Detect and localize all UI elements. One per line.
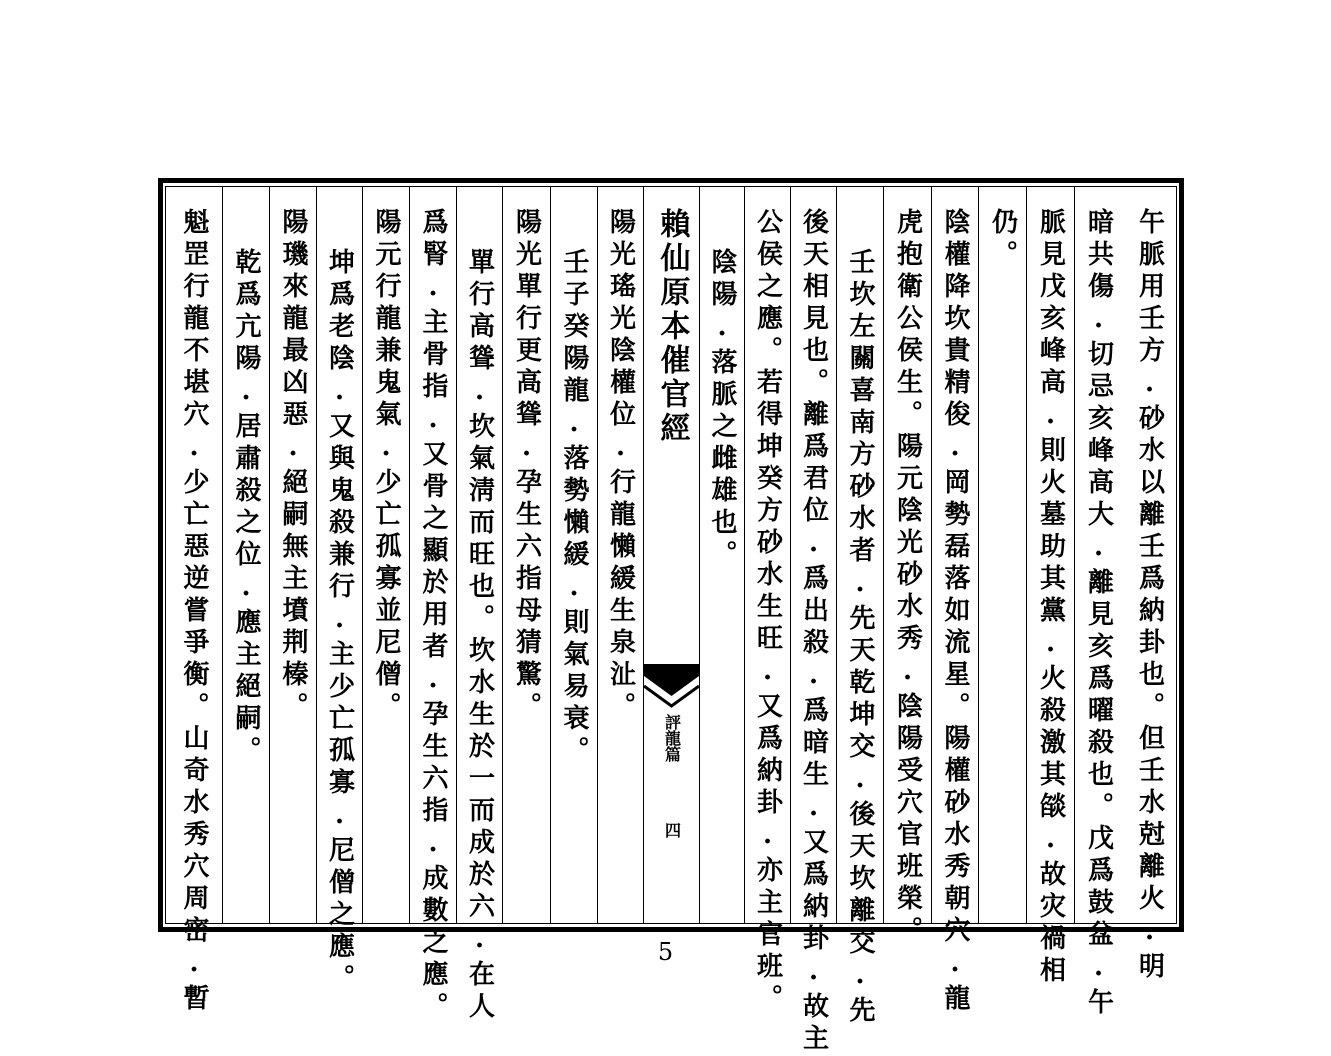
book-title: 賴仙原本催官經 bbox=[654, 208, 690, 446]
column-text: 脈見戊亥峰高.則火墓助其黨.火殺激其燄.故灾禍相 bbox=[1035, 208, 1066, 988]
column-text: 陰陽.落脈之雌雄也。 bbox=[707, 248, 737, 572]
text-column-11 bbox=[597, 186, 643, 924]
text-column-9 bbox=[744, 186, 790, 1016]
text-column-5 bbox=[931, 186, 978, 1016]
column-text: 陽元行龍兼鬼氣.少亡孤寡並尼僧。 bbox=[371, 208, 401, 724]
column-text: 虎抱衛公侯生。陽元陰光砂水秀.陰陽受穴官班榮。 bbox=[892, 208, 923, 948]
column-text: 魁罡行龍不堪穴.少亡惡逆嘗爭衡。山奇水秀穴周密.暫 bbox=[179, 208, 209, 1016]
text-column-16 bbox=[362, 186, 409, 924]
column-text: 單行高聳.坎氣淸而旺也。坎水生於一而成於六.在人 bbox=[464, 248, 495, 1024]
text-column-8 bbox=[790, 186, 836, 1056]
page-number: 5 bbox=[657, 938, 674, 966]
text-column-19 bbox=[222, 186, 269, 924]
column-text: 暗共傷.切忌亥峰高大.離見亥爲曜殺也。戊爲鼓盆.午 bbox=[1083, 208, 1114, 1020]
text-column-10 bbox=[699, 186, 744, 924]
text-column-15 bbox=[409, 186, 456, 1024]
column-text: 壬子癸陽龍.落勢懶緩.則氣易衰。 bbox=[559, 248, 589, 768]
column-text: 公侯之應。若得坤癸方砂水生旺.又爲納卦.亦主官班。 bbox=[752, 208, 783, 1016]
column-text: 午脈用壬方.砂水以離壬爲納卦也。但壬水尅離火.明 bbox=[1134, 208, 1165, 984]
text-column-13 bbox=[502, 186, 550, 924]
text-column-12 bbox=[550, 186, 597, 924]
column-text: 壬坎左關喜南方砂水者.先天乾坤交.後天坎離交.先 bbox=[845, 248, 875, 1028]
column-text: 陽光單行更高聳.孕生六指母猜驚。 bbox=[511, 208, 542, 724]
column-text: 陰權降坎貴精俊.岡勢磊落如流星。陽權砂水秀朝穴.龍 bbox=[940, 208, 970, 1016]
text-column-18 bbox=[269, 186, 316, 924]
column-text: 陽光瑤光陰權位.行龍懶緩生泉沚。 bbox=[605, 208, 636, 724]
text-column-2 bbox=[1074, 186, 1122, 1020]
column-text: 乾爲亢陽.居肅殺之位.應主絕嗣。 bbox=[231, 248, 261, 768]
fishtail-mark bbox=[644, 664, 699, 714]
text-column-7 bbox=[836, 186, 883, 1028]
text-column-20 bbox=[165, 186, 222, 1016]
column-text: 後天相見也。離爲君位.爲出殺.爲暗生.又爲納卦.故主 bbox=[798, 208, 829, 1056]
text-column-6 bbox=[883, 186, 931, 948]
column-text: 爲腎.主骨指.又骨之顯於用者.孕生六指.成數之應。 bbox=[418, 208, 448, 1024]
text-column-14 bbox=[456, 186, 502, 1024]
title-column bbox=[643, 186, 699, 924]
leaf-number: 四 bbox=[662, 822, 682, 838]
text-column-3 bbox=[1026, 186, 1074, 988]
column-text: 坤爲老陰.又與鬼殺兼行.主少亡孤寡.尼僧之應。 bbox=[324, 248, 355, 996]
column-text: 陽璣來龍最凶惡.絕嗣無主墳荆榛。 bbox=[278, 208, 308, 724]
text-column-1 bbox=[1122, 186, 1177, 984]
text-column-4 bbox=[978, 186, 1026, 924]
text-column-17 bbox=[316, 186, 362, 996]
column-text: 仍。 bbox=[987, 208, 1018, 272]
section-title: 評龍篇 bbox=[662, 714, 682, 762]
